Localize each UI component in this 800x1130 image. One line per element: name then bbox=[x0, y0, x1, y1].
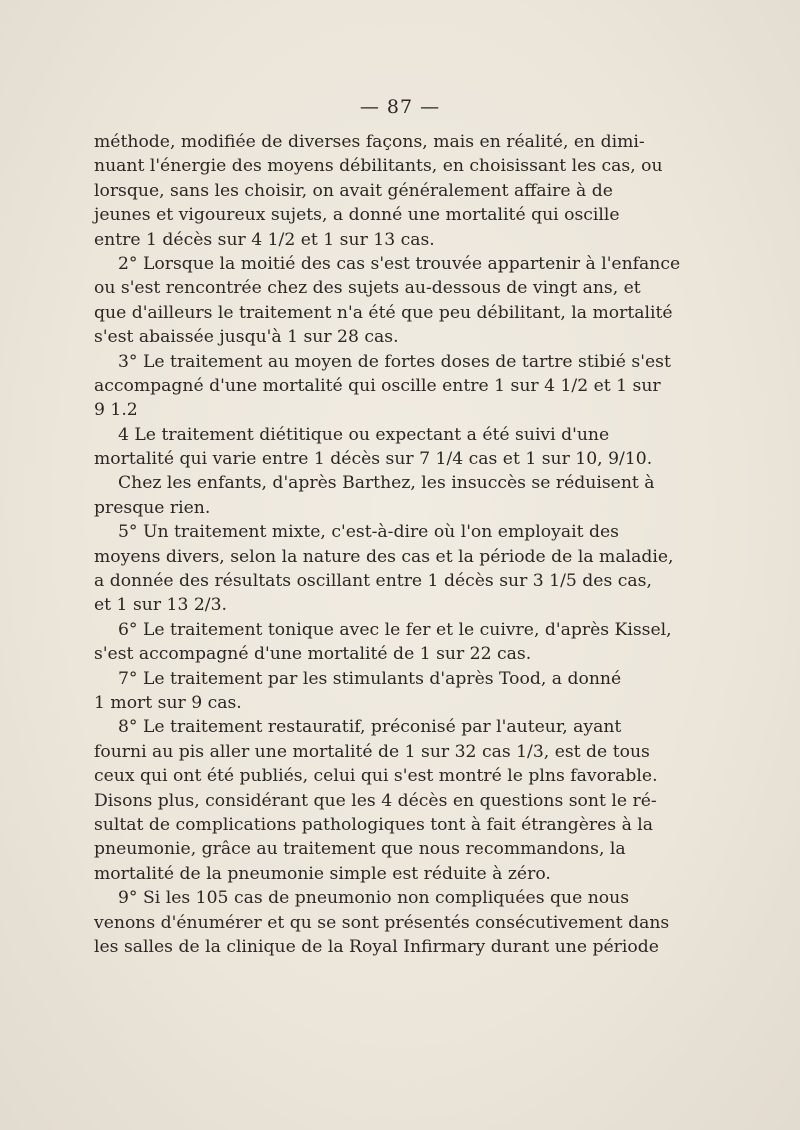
text-line: nuant l'énergie des moyens débilitants, en choisissant les cas, ou bbox=[94, 156, 663, 177]
page-number: — 87 — bbox=[359, 96, 441, 118]
text-line: sultat de complications pathologiques tont à fait étrangères à la bbox=[94, 814, 654, 835]
text-line: s'est abaissée jusqu'à 1 sur 28 cas. bbox=[94, 327, 399, 348]
text-line: accompagné d'une mortalité qui oscille entre 1 sur 4 1/2 et 1 sur bbox=[94, 375, 661, 396]
text-line: pneumonie, grâce au traitement que nous recommandons, la bbox=[94, 839, 626, 860]
text-line: que d'ailleurs le traitement n'a été que peu débilitant, la mortalité bbox=[94, 302, 673, 323]
text-line: 1 mort sur 9 cas. bbox=[94, 692, 242, 713]
text-line: 6° Le traitement tonique avec le fer et le cuivre, d'après Kissel, bbox=[118, 619, 672, 640]
text-line: Disons plus, considérant que les 4 décès en questions sont le ré- bbox=[94, 790, 657, 811]
text-line: fourni au pis aller une mortalité de 1 sur 32 cas 1/3, est de tous bbox=[94, 741, 650, 762]
text-line: mortalité qui varie entre 1 décès sur 7 1/4 cas et 1 sur 10, 9/10. bbox=[94, 449, 653, 470]
text-line: les salles de la clinique de la Royal Infirmary durant une période bbox=[94, 936, 659, 957]
body-text bbox=[94, 130, 681, 959]
text-line: 7° Le traitement par les stimulants d'après Tood, a donné bbox=[118, 668, 622, 689]
text-line: 9° Si les 105 cas de pneumonio non compliquées que nous bbox=[118, 888, 630, 909]
text-line: ceux qui ont été publiés, celui qui s'est montré le plns favorable. bbox=[94, 766, 658, 787]
text-line: et 1 sur 13 2/3. bbox=[94, 595, 227, 616]
text-line: ou s'est rencontrée chez des sujets au-dessous de vingt ans, et bbox=[94, 278, 641, 299]
text-line: 8° Le traitement restauratif, préconisé par l'auteur, ayant bbox=[118, 717, 622, 738]
text-line: mortalité de la pneumonie simple est réduite à zéro. bbox=[94, 863, 551, 884]
text-line: jeunes et vigoureux sujets, a donné une mortalité qui oscille bbox=[94, 205, 620, 226]
text-line: méthode, modifiée de diverses façons, mais en réalité, en dimi- bbox=[94, 132, 645, 152]
text-line: moyens divers, selon la nature des cas et la période de la maladie, bbox=[94, 546, 674, 567]
text-line: 3° Le traitement au moyen de fortes doses de tartre stibié s'est bbox=[118, 351, 671, 372]
text-line: 5° Un traitement mixte, c'est-à-dire où l'on employait des bbox=[118, 522, 619, 543]
text-line: entre 1 décès sur 4 1/2 et 1 sur 13 cas. bbox=[94, 229, 435, 250]
text-line: 9 1.2 bbox=[94, 400, 138, 421]
text-line: 4 Le traitement diétitique ou expectant a été suivi d'une bbox=[118, 424, 610, 445]
text-line: s'est accompagné d'une mortalité de 1 sur 22 cas. bbox=[94, 644, 532, 665]
text-line: presque rien. bbox=[94, 497, 211, 518]
text-line: venons d'énumérer et qu se sont présentés consécutivement dans bbox=[94, 912, 670, 933]
text-line: 2° Lorsque la moitié des cas s'est trouvée appartenir à l'enfance bbox=[118, 253, 681, 274]
text-line: a donnée des résultats oscillant entre 1 décès sur 3 1/5 des cas, bbox=[94, 571, 652, 592]
text-line: Chez les enfants, d'après Barthez, les insuccès se réduisent à bbox=[118, 473, 655, 494]
text-line: lorsque, sans les choisir, on avait généralement affaire à de bbox=[94, 180, 613, 201]
